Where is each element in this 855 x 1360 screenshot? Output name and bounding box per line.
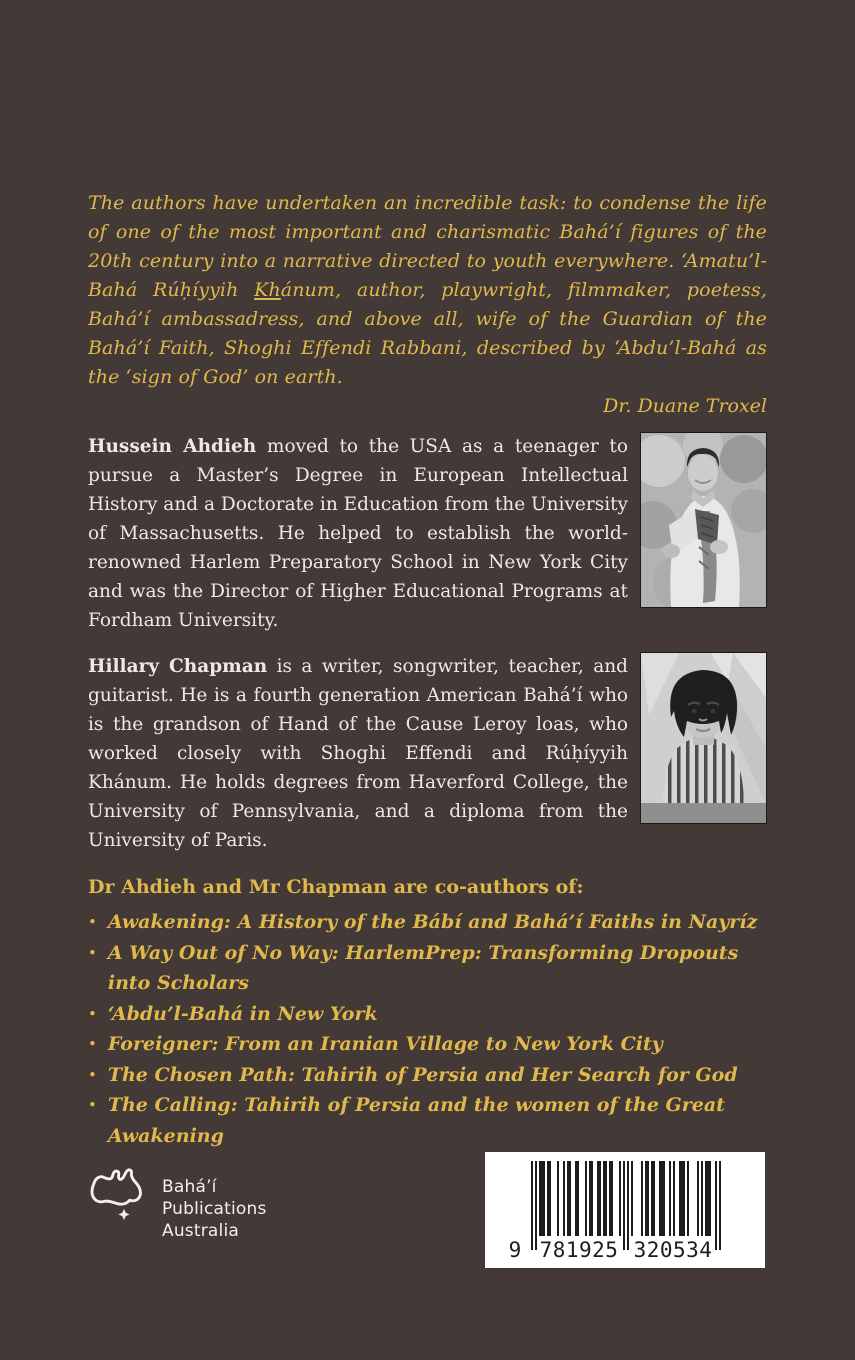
bullet-icon: •: [88, 943, 97, 962]
isbn-group-1: 781925: [539, 1238, 619, 1262]
author-name: Hillary Chapman: [88, 656, 268, 677]
review-quote-text: The authors have undertaken an incredible task: to condense the life of one of the most important and charismatic Bahá’í figures of the 20th century into a narrative directed to youth everywhere. ‘Amatu’l-Bahá Rúḥíyyih Khánum, author, playwright, filmmaker, poetess, Bahá’í ambassadress, and above all, wife of the Guardian of the Bahá’í Faith, Shoghi Effendi Rabbani, described by ‘Abdu’l-Bahá as the ‘sign of God’ on earth.: [88, 192, 767, 388]
bio-body: is a writer, songwriter, teacher, and guitarist. He is a fourth generation American Bahá’í who is the grandson of Hand of the Cause Leroy loas, who worked closely with Shoghi Effendi and Rúḥíyyih Khánum. He holds degrees from Haverford College, the University of Pennsylvania, and a diploma from the University of Paris.: [88, 656, 628, 851]
photo-illustration: [641, 433, 766, 607]
bullet-icon: •: [88, 913, 97, 931]
bullet-icon: •: [88, 1035, 97, 1053]
book-title: Awakening: A History of the Bábí and Bahá’í Faiths in Nayríz: [107, 911, 758, 933]
tasmania-star-icon: [118, 1209, 129, 1220]
books-list: [88, 907, 767, 1151]
bullet-icon: •: [88, 1065, 97, 1084]
book-list-item: [88, 1090, 767, 1151]
author-name: Hussein Ahdieh: [88, 436, 257, 457]
publisher-name-line: Bahá’í: [162, 1177, 217, 1197]
book-list-item: [88, 938, 767, 999]
bio-text: [88, 432, 628, 635]
publisher-name: [162, 1168, 267, 1242]
book-title: Foreigner: From an Iranian Village to New York City: [107, 1033, 663, 1055]
publisher-name-line: Australia: [162, 1221, 239, 1241]
books-heading: Dr Ahdieh and Mr Chapman are co-authors of:: [88, 876, 584, 898]
bullet-icon: •: [88, 1004, 97, 1023]
book-list-item: [88, 907, 767, 938]
book-list-item: [88, 999, 767, 1030]
co-authored-books: [88, 872, 767, 1151]
photo-illustration: [641, 653, 766, 823]
author-photo-hussein-ahdieh: [640, 432, 767, 608]
bullet-icon: •: [88, 1096, 97, 1114]
book-list-item: [88, 1060, 767, 1091]
author-photo-hillary-chapman: [640, 652, 767, 824]
book-title: The Calling: Tahirih of Persia and the women of the Great Awakening: [107, 1094, 725, 1147]
isbn-group-2: 320534: [633, 1238, 713, 1262]
bio-section-hillary-chapman: [88, 652, 767, 855]
barcode-number: [485, 1238, 765, 1264]
review-quote: [88, 189, 767, 421]
barcode: [485, 1152, 765, 1268]
bio-text: [88, 652, 628, 855]
publisher-name-line: Publications: [162, 1199, 267, 1219]
book-list-item: [88, 1029, 767, 1060]
publisher-logo: [88, 1168, 267, 1242]
review-attribution: Dr. Duane Troxel: [603, 395, 767, 417]
book-title: A Way Out of No Way: HarlemPrep: Transforming Dropouts into Scholars: [107, 941, 739, 994]
book-title: The Chosen Path: Tahirih of Persia and Her Search for God: [107, 1063, 738, 1086]
book-title: ‘Abdu’l-Bahá in New York: [107, 1002, 378, 1025]
bio-section-hussein-ahdieh: [88, 432, 767, 635]
australia-outline-icon: [88, 1168, 146, 1222]
isbn-prefix: 9: [508, 1238, 522, 1262]
bio-body: moved to the USA as a teenager to pursue a Master’s Degree in European Intellectual History and a Doctorate in Education from the University of Massachusetts. He helped to establish the world-renowned Harlem Preparatory School in New York City and was the Director of Higher Educational Programs at Fordham University.: [88, 436, 628, 631]
